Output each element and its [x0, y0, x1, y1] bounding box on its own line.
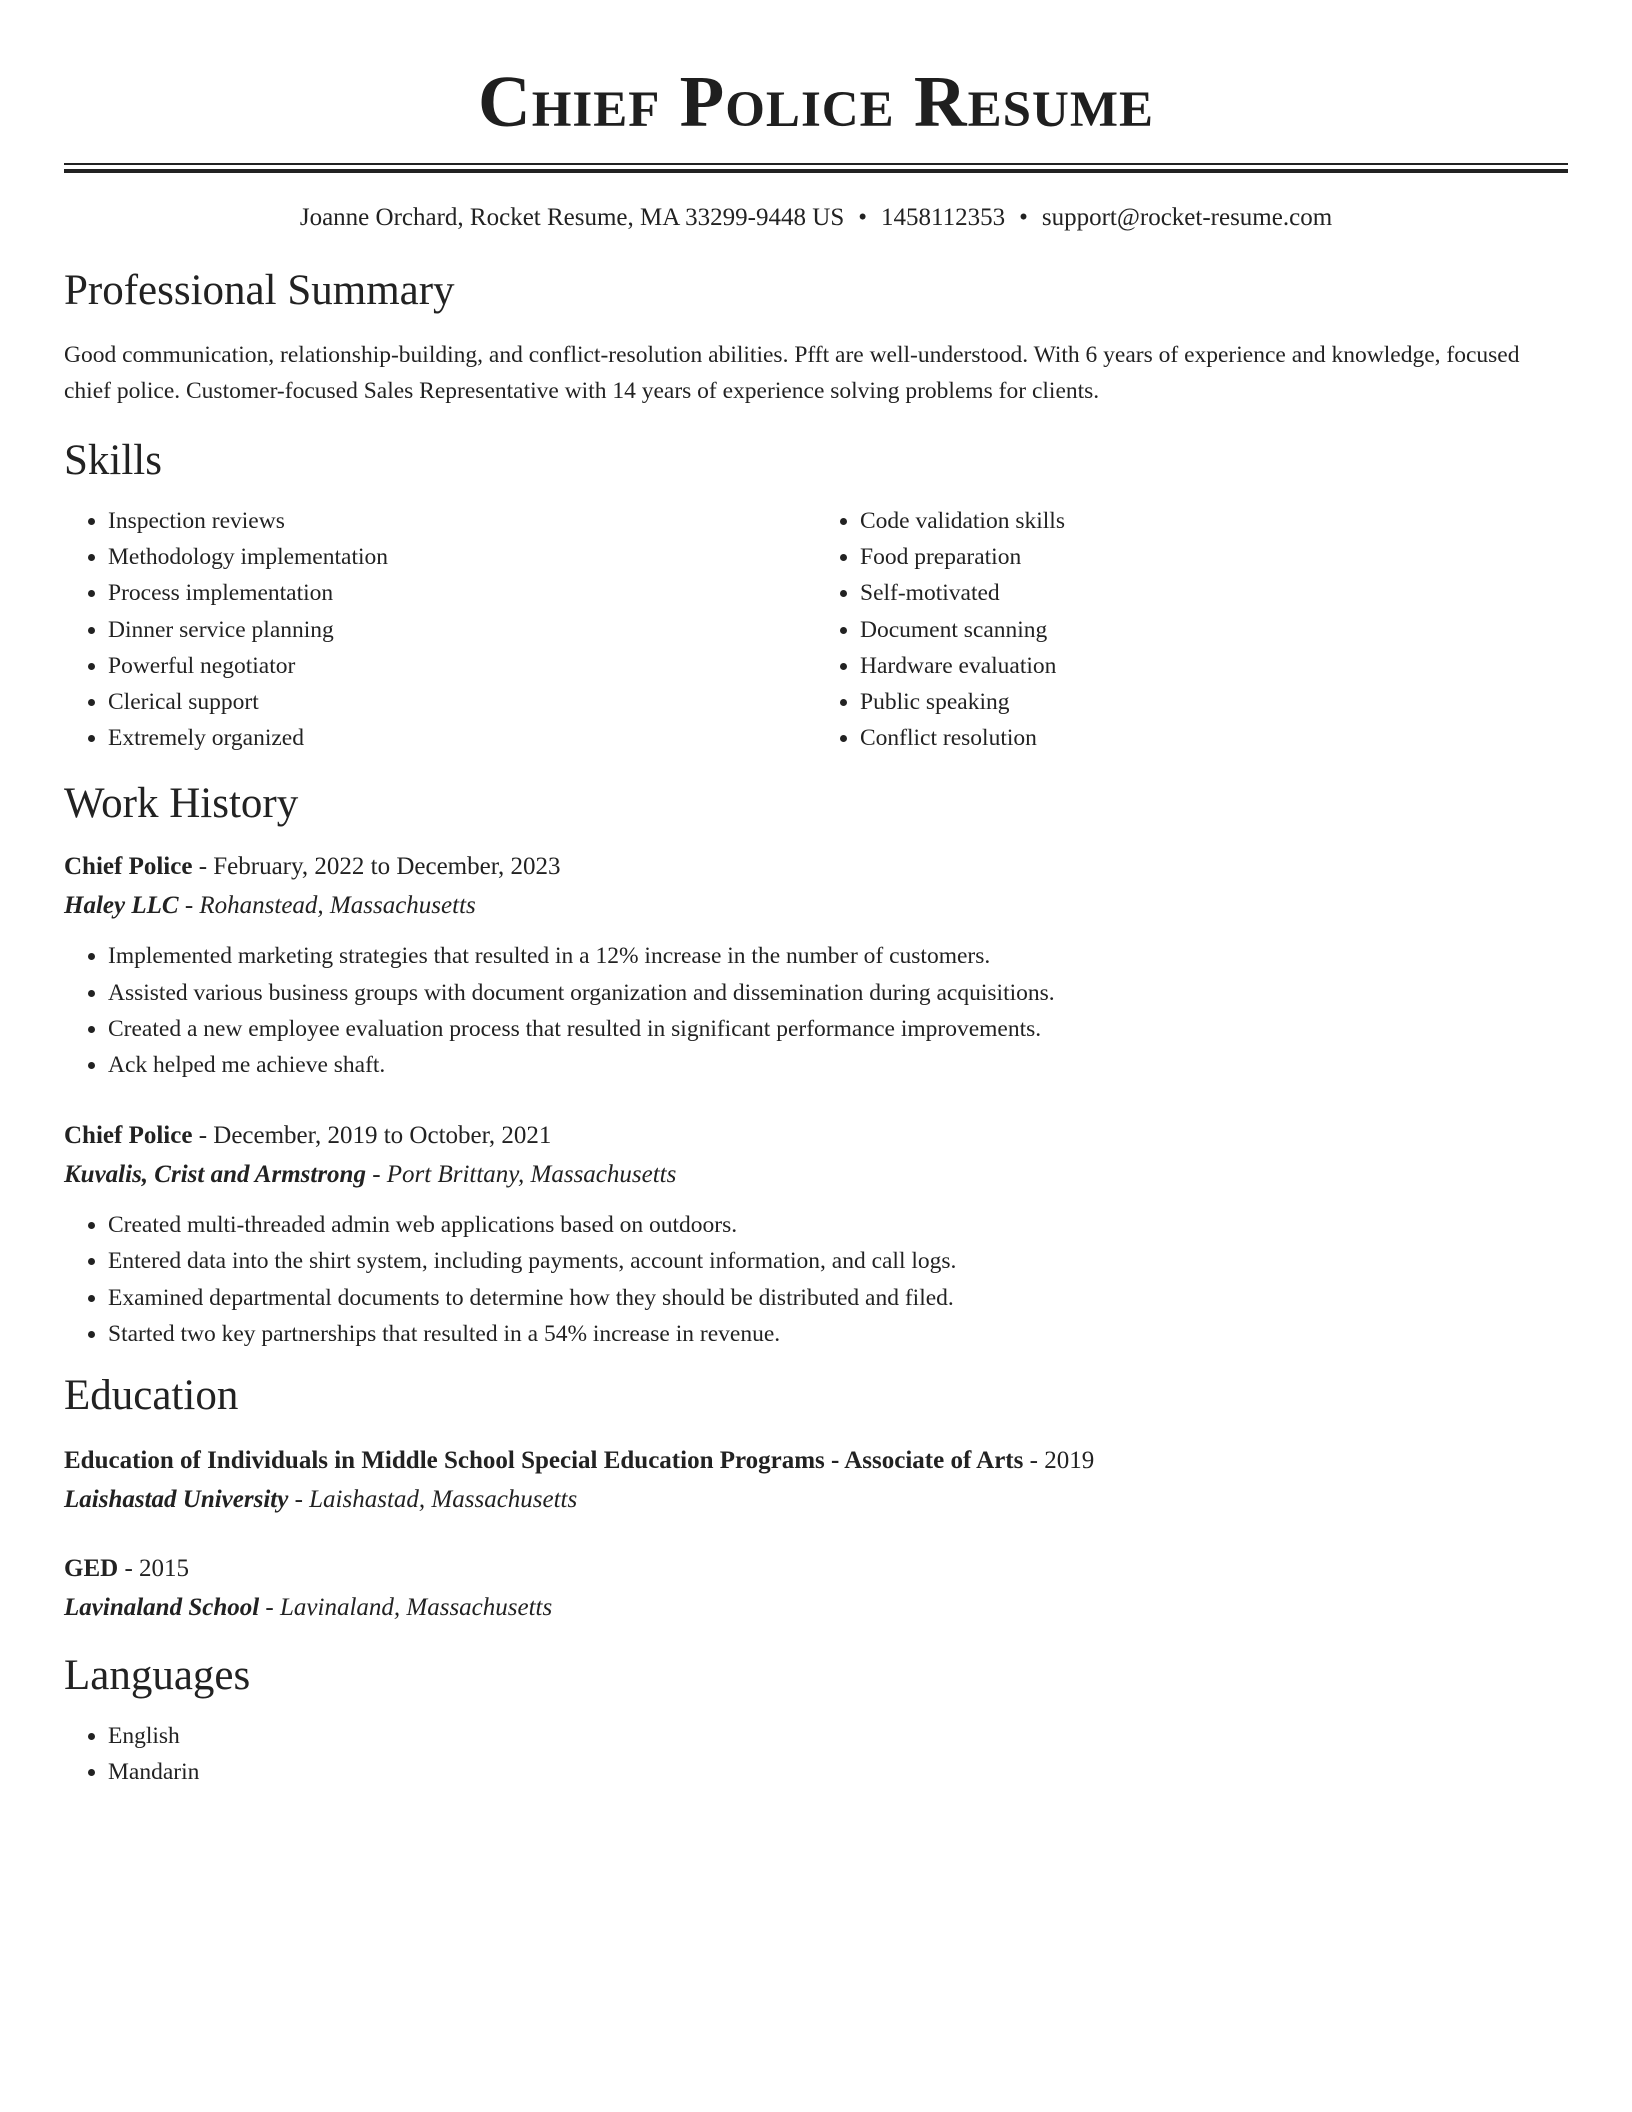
education-location: - Laishastad, Massachusetts	[288, 1486, 578, 1514]
contact-line	[64, 201, 1568, 235]
skills-list-left	[64, 503, 816, 756]
education-degree: GED	[64, 1555, 119, 1583]
skills-heading: Skills	[64, 437, 162, 484]
resume-title: Chief Police Resume	[478, 61, 1154, 142]
education-location: - Lavinaland, Massachusetts	[259, 1594, 553, 1622]
job-bullets	[64, 938, 1568, 1083]
education-degree-line	[64, 1550, 1568, 1588]
education-heading: Education	[64, 1372, 239, 1420]
job-company-line	[64, 886, 1568, 926]
skill-item: • Inspection reviews	[108, 503, 816, 539]
contact-phone: 1458112353	[881, 204, 1006, 231]
education-degree-line	[64, 1442, 1568, 1480]
skill-item: • Document scanning	[860, 612, 1568, 648]
job-title: Chief Police	[64, 1122, 193, 1150]
languages-heading: Languages	[64, 1652, 251, 1700]
language-item: • English	[108, 1718, 1568, 1754]
education-year: - 2019	[1023, 1447, 1095, 1475]
skill-item: • Public speaking	[860, 684, 1568, 720]
skill-item: • Self-motivated	[860, 575, 1568, 611]
languages-list	[64, 1718, 1568, 1790]
education-entry	[64, 1550, 1568, 1628]
education-entry	[64, 1442, 1568, 1520]
education-year: - 2015	[118, 1555, 190, 1583]
education-school: Laishastad University	[64, 1486, 289, 1514]
title-divider	[64, 163, 1568, 173]
job-entry	[64, 1117, 1568, 1352]
skill-item: • Process implementation	[108, 575, 816, 611]
job-title-line	[64, 848, 1568, 886]
job-location: - Port Brittany, Massachusetts	[365, 1161, 677, 1189]
skill-item: • Code validation skills	[860, 503, 1568, 539]
education-school: Lavinaland School	[64, 1594, 260, 1622]
education-degree: Education of Individuals in Middle School Special Education Programs - Associate of Arts	[64, 1447, 1024, 1475]
job-bullet: • Started two key partnerships that resulted in a 54% increase in revenue.	[108, 1316, 1568, 1352]
job-title: Chief Police	[64, 853, 193, 881]
job-company: Kuvalis, Crist and Armstrong	[64, 1161, 366, 1189]
job-bullet: • Assisted various business groups with document organization and dissemination during acquisitions.	[108, 975, 1568, 1011]
skill-item: • Hardware evaluation	[860, 648, 1568, 684]
education-school-line	[64, 1588, 1568, 1628]
job-company-line	[64, 1155, 1568, 1195]
job-company: Haley LLC	[64, 892, 179, 920]
skill-item: • Dinner service planning	[108, 612, 816, 648]
job-bullet: • Created multi-threaded admin web applications based on outdoors.	[108, 1207, 1568, 1243]
skills-columns	[64, 503, 1568, 756]
skill-item: • Clerical support	[108, 684, 816, 720]
contact-address: Joanne Orchard, Rocket Resume, MA 33299-9448 US	[299, 204, 845, 231]
summary-text: Good communication, relationship-building, and conflict-resolution abilities. Pfft are well-understood. With 6 years of experience and knowledge, focused chief police. Customer-focused Sales Representative with 14 years of experience solving problems for clients.	[64, 342, 1520, 404]
summary-heading: Professional Summary	[64, 267, 455, 314]
job-dates: - February, 2022 to December, 2023	[192, 853, 561, 881]
language-item: • Mandarin	[108, 1754, 1568, 1790]
job-bullet: • Implemented marketing strategies that resulted in a 12% increase in the number of customers.	[108, 938, 1568, 974]
resume-page	[64, 0, 1568, 1790]
contact-separator: •	[1019, 204, 1028, 231]
job-title-line	[64, 1117, 1568, 1155]
job-bullets	[64, 1207, 1568, 1352]
job-dates: - December, 2019 to October, 2021	[192, 1122, 552, 1150]
skill-item: • Extremely organized	[108, 720, 816, 756]
skill-item: • Methodology implementation	[108, 539, 816, 575]
job-bullet: • Examined departmental documents to determine how they should be distributed and filed.	[108, 1280, 1568, 1316]
skills-list-right	[816, 503, 1568, 756]
job-location: - Rohanstead, Massachusetts	[178, 892, 476, 920]
skill-item: • Conflict resolution	[860, 720, 1568, 756]
work-history-heading: Work History	[64, 780, 299, 828]
job-bullet: • Created a new employee evaluation process that resulted in significant performance improvements.	[108, 1011, 1568, 1047]
skill-item: • Powerful negotiator	[108, 648, 816, 684]
contact-separator: •	[858, 204, 867, 231]
skill-item: • Food preparation	[860, 539, 1568, 575]
education-school-line	[64, 1480, 1568, 1520]
job-bullet: • Entered data into the shirt system, including payments, account information, and call logs.	[108, 1243, 1568, 1279]
job-entry	[64, 848, 1568, 1083]
job-bullet: • Ack helped me achieve shaft.	[108, 1047, 1568, 1083]
contact-email: support@rocket-resume.com	[1041, 204, 1333, 231]
